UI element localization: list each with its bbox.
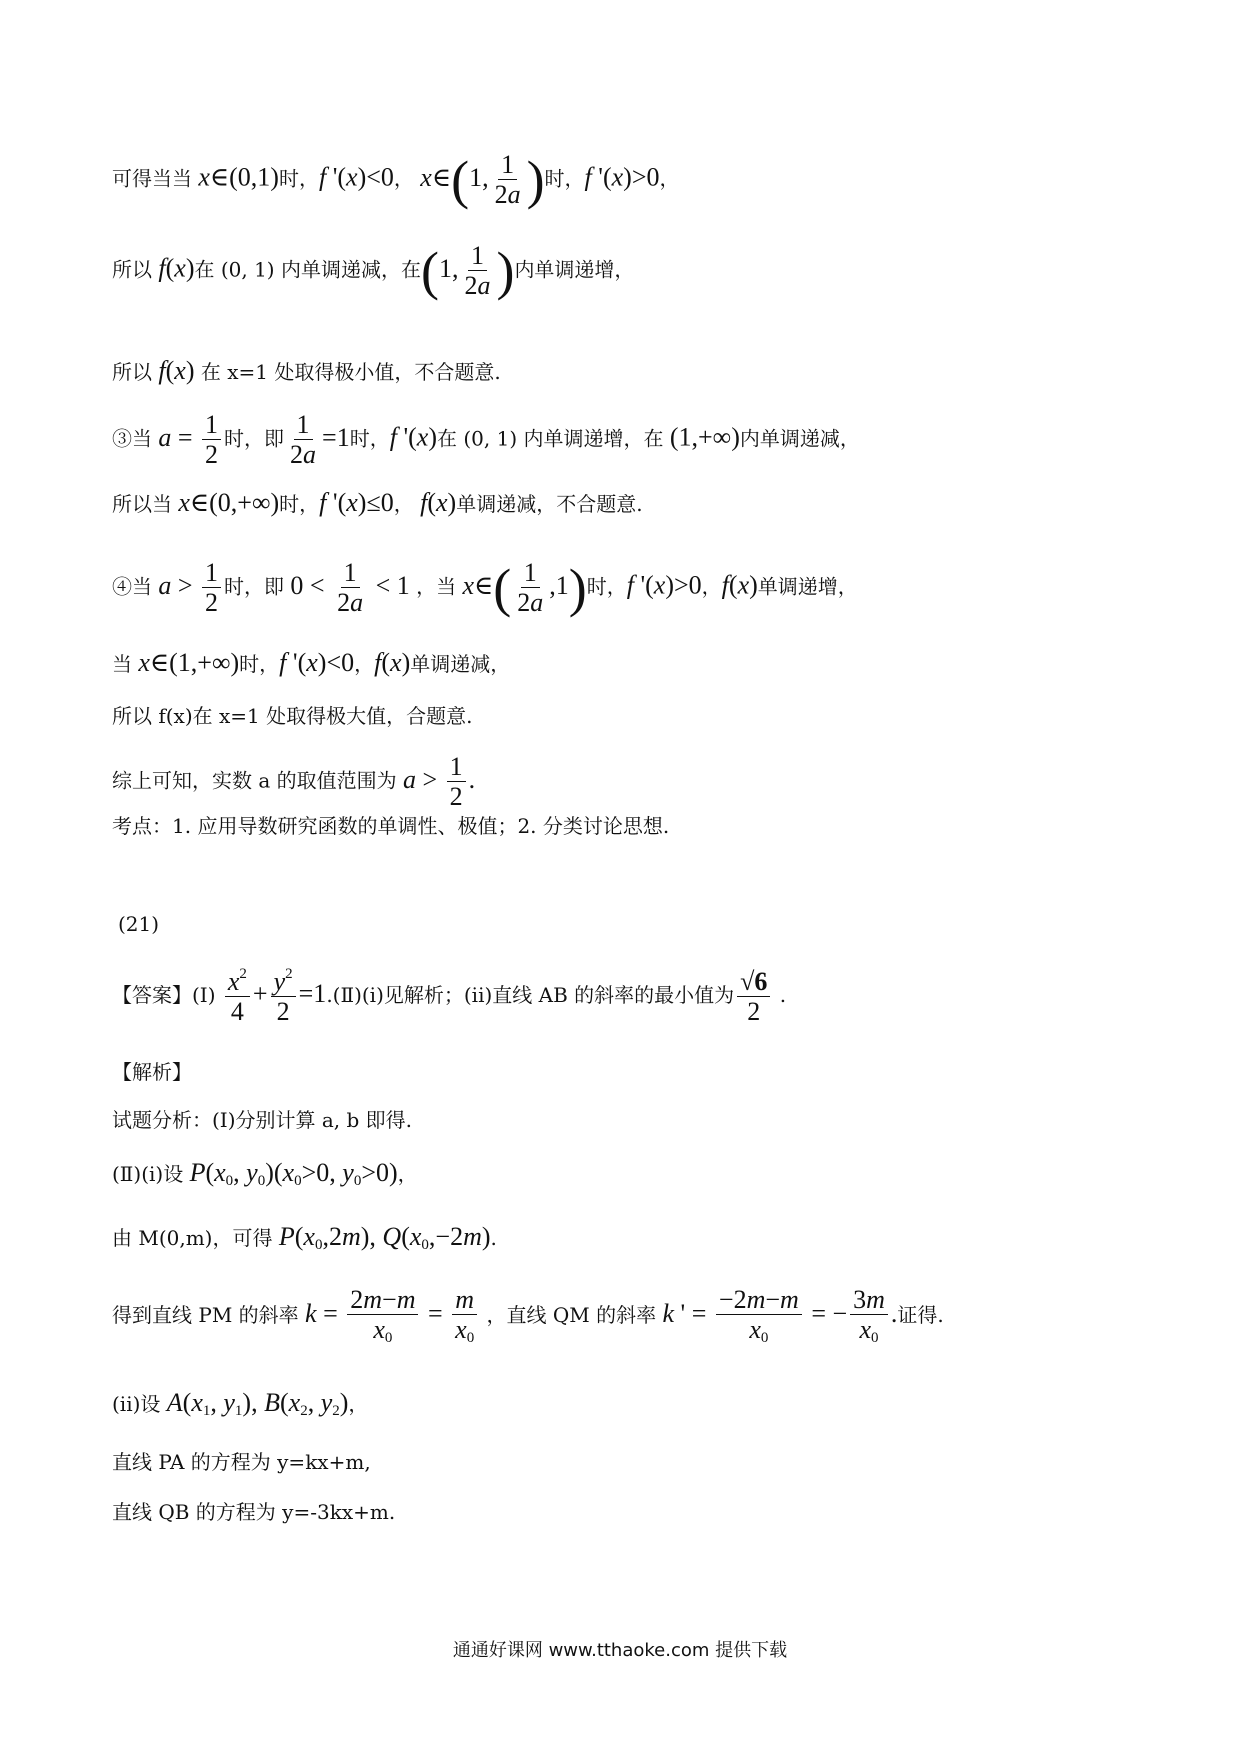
text-line-17: (ii)设 $A(x_1$, $y_1$), $B(x_2$, $y_2$)， — [112, 1388, 369, 1419]
text-line-9: 综上可知，实数 a 的取值范围为 a > $\frac{1}{2}$ . — [112, 752, 476, 812]
text-line-2: 所以 f(x)在 (0, 1) 内单调递减，在(1, $\frac{1}{2a}$ )内单调递增， — [112, 240, 635, 301]
answer-line: 【答案】(Ⅰ) $\frac{x^2}{4}$ + $\frac{y^2}{2}$ =1.(Ⅱ)(i)见解析；(ii)直线 AB 的斜率的最小值为 $\frac{√6}{2}$ . — [112, 966, 787, 1027]
text-line-1: 可得当当 x∈(0,1)时，f '(x)<0， x∈(1, $\frac{1}{2a}$ )时，f '(x)>0， — [112, 149, 680, 210]
text-line-5: 所以当 x∈(0,+∞)时，f '(x)≤0， f(x)单调递减，不合题意. — [112, 488, 643, 517]
text-line-8: 所以 f(x)在 x=1 处取得极大值，合题意. — [112, 704, 473, 728]
text-line-18: 直线 PA 的方程为 y=kx+m, — [112, 1450, 371, 1474]
text-line-13: 试题分析：(Ⅰ)分别计算 a, b 即得. — [112, 1108, 413, 1132]
text-line-19: 直线 QB 的方程为 y=-3kx+m. — [112, 1500, 396, 1524]
text-line-3: 所以 f(x) 在 x=1 处取得极小值，不合题意. — [112, 356, 501, 385]
text-line-7: 当 x∈(1,+∞)时，f '(x)<0，f(x)单调递减， — [112, 648, 511, 677]
page-footer: 通通好课网 www.tthaoke.com 提供下载 — [452, 1640, 788, 1661]
text-line-15: 由 M(0,m)，可得 $P(x_0,2m)$, $Q(x_0,-2m)$. — [112, 1222, 497, 1253]
text-line-14: (Ⅱ)(i)设 $P(x_0$, $y_0)(x_0>0$, $y_0>0$)， — [112, 1158, 418, 1189]
question-number: (21) — [118, 912, 160, 936]
analysis-heading: 【解析】 — [112, 1060, 192, 1084]
text-line-6: ④当 a > $\frac{1}{2}$ 时，即 0 < $\frac{1}{2a}$ < 1 ，当 x∈( $\frac{1}{2a}$ ,1)时，f '(x)>0，f(x)单调递增， — [112, 557, 858, 618]
text-line-4: ③当 a = $\frac{1}{2}$ 时，即 $\frac{1}{2a}$ =1时，f '(x)在 (0, 1) 内单调递增，在 (1,+∞)内单调递减， — [112, 410, 860, 470]
text-line-10: 考点：1. 应用导数研究函数的单调性、极值；2. 分类讨论思想. — [112, 814, 670, 838]
text-line-16: 得到直线 PM 的斜率 k = $\frac{2m-m}{x_0}$ = $\frac{m}{x_0}$ ，直线 QM 的斜率 k ' = $\frac{-2m-m}{x_0}$ = − $\frac{3m}{x_0}$ .证得. — [112, 1285, 944, 1347]
